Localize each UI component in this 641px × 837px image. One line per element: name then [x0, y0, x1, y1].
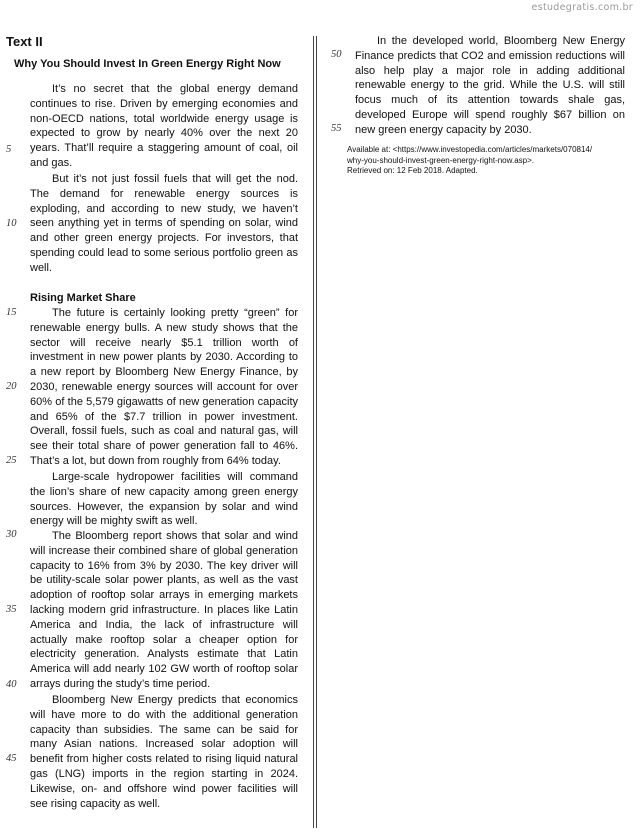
paragraph-7 [355, 34, 625, 138]
paragraph-2 [30, 172, 298, 276]
line-number: 5 [6, 144, 12, 155]
left-column [0, 0, 310, 837]
line-number: 45 [6, 753, 17, 764]
line-number: 10 [6, 218, 17, 229]
paragraph-4-text: Large-scale hydropower facilities will command the lion’s share of new capacity among green energy sources. However, the expansion by solar and wind energy will be mighty swift as well. [30, 471, 298, 528]
paragraph-5-text: The Bloomberg report shows that solar and wind will increase their combined share of global generation capacity to 16% from 3% by 2030. The key driver will be utility-scale solar power plants, as well as the vast adoption of rooftop solar arrays in emerging markets lacking modern grid infrastructure. In places like Latin America and India, the lack of infrastructure will actually make rooftop solar a cheaper option for electricity generation. Analysts estimate that Latin America will add nearly 102 GW worth of rooftop solar arrays during the study’s time period. [30, 530, 298, 690]
column-divider [313, 36, 317, 828]
line-number: 35 [6, 604, 17, 615]
source-url-line-1: Available at: <https://www.investopedia.com/articles/markets/070814/ [347, 145, 593, 154]
subheading: Rising Market Share [30, 292, 136, 304]
line-number: 20 [6, 381, 17, 392]
paragraph-3-text: The future is certainly looking pretty “green” for renewable energy bulls. A new study shows that the sector will receive nearly $5.1 trillion worth of investment in new power plants by 2030. According to a new report by Bloomberg New Energy Finance, by 2030, renewable energy sources will account for over 60% of the 5,579 gigawatts of new generation capacity and 65% of the $7.7 trillion in power investment. Overall, fossil fuels, such as coal and natural gas, will see their total share of power generation fall to 46%. That’s a lot, but down from roughly from 64% today. [30, 307, 298, 467]
paragraph-6-text: Bloomberg New Energy predicts that economics will have more to do with the additional generation capacity than subsidies. The same can be said for many Asian nations. Increased solar adoption will benefit from higher costs related to rising liquid natural gas (LNG) imports in the region starting in 2024. Likewise, on- and offshore wind power facilities will see rising capacity as well. [30, 694, 298, 810]
line-number: 25 [6, 455, 17, 466]
paragraph-1 [30, 82, 298, 171]
line-number: 30 [6, 529, 17, 540]
paragraph-4 [30, 470, 298, 529]
site-watermark: estudegratis.com.br [531, 2, 633, 13]
paragraph-6 [30, 693, 298, 811]
paragraph-5 [30, 529, 298, 692]
line-number: 55 [331, 123, 342, 134]
source-citation [347, 145, 637, 177]
paragraph-7-text: In the developed world, Bloomberg New Energy Finance predicts that CO2 and emission reductions will also help play a major role in adding additional renewable energy to the grid. While the U.S. will still focus much of its attention towards shale gas, developed Europe will spend roughly $67 billion on new green energy capacity by 2030. [355, 35, 625, 136]
article-title: Why You Should Invest In Green Energy Right Now [14, 58, 281, 70]
retrieved-date: Retrieved on: 12 Feb 2018. Adapted. [347, 166, 478, 175]
section-label: Text II [6, 34, 43, 49]
line-number: 40 [6, 679, 17, 690]
right-column [322, 0, 632, 837]
paragraph-1-text: It’s no secret that the global energy demand continues to rise. Driven by emerging economies and non-OECD nations, total worldwide energy usage is expected to grow by nearly 40% over the next 20 years. That’ll require a staggering amount of coal, oil and gas. [30, 83, 298, 169]
paragraph-3 [30, 306, 298, 469]
paragraph-2-text: But it’s not just fossil fuels that will get the nod. The demand for renewable energy sources is exploding, and according to new study, we haven’t seen anything yet in terms of spending on solar, wind and other green energy projects. For investors, that spending could lead to some serious portfolio green as well. [30, 173, 298, 274]
line-number: 50 [331, 49, 342, 60]
source-url-line-2: why-you-should-invest-green-energy-right-now.asp>. [347, 155, 534, 165]
line-number: 15 [6, 307, 17, 318]
